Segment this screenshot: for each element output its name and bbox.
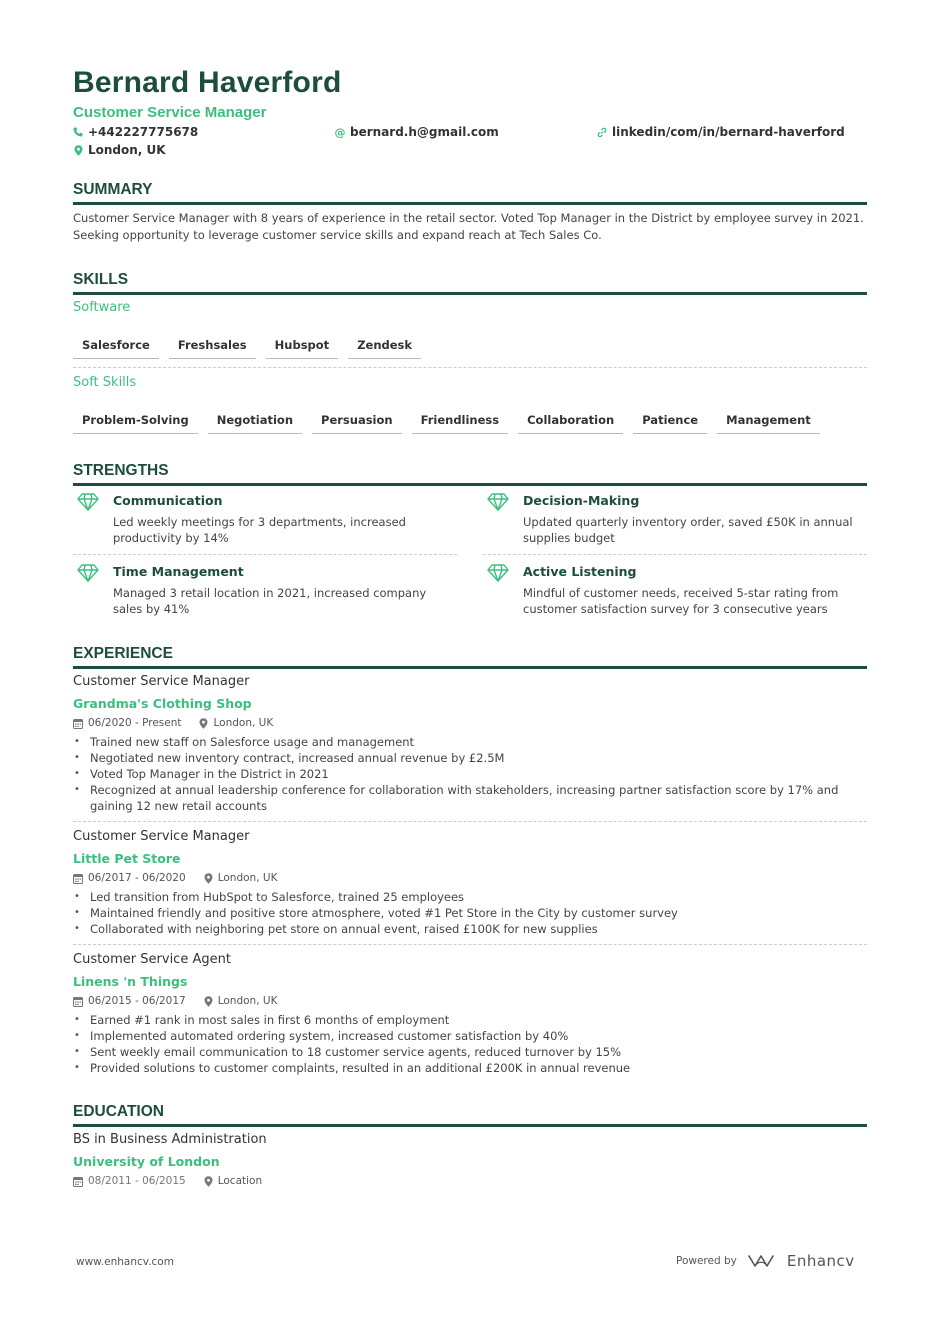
location-pin-icon: [199, 718, 208, 729]
strength-desc: Managed 3 retail location in 2021, increased company sales by 41%: [113, 586, 427, 616]
location-item: [199, 717, 273, 729]
phone-text[interactable]: +442227775678: [88, 125, 199, 139]
job-meta: [73, 872, 295, 884]
summary-line-1: Customer Service Manager with 8 years of experience in the retail sector. Voted Top Manager in the District by employee survey in 2021.: [73, 211, 864, 225]
email-text[interactable]: bernard.h@gmail.com: [350, 125, 499, 139]
company-name: Little Pet Store: [73, 851, 181, 866]
degree-title: BS in Business Administration: [73, 1132, 267, 1147]
list-item: • Sent weekly email communication to 18 customer service agents, reduced turnover by 15%: [73, 1044, 867, 1060]
job-bullets: [73, 734, 867, 814]
company-name: Linens 'n Things: [73, 974, 188, 989]
strength-desc: Updated quarterly inventory order, saved £50K in annual supplies budget: [523, 515, 853, 545]
education-dates: 08/2011 - 06/2015: [88, 1175, 186, 1187]
location-pin-icon: [204, 873, 213, 884]
skill-tag: Problem-Solving: [73, 413, 198, 434]
location-item: [204, 872, 278, 884]
divider: [73, 367, 867, 368]
education-heading: EDUCATION: [73, 1103, 867, 1127]
enhancv-brand[interactable]: Enhancv: [786, 1252, 855, 1270]
list-item: • Maintained friendly and positive store atmosphere, voted #1 Pet Store in the City by customer survey: [73, 905, 867, 921]
strength-desc: Led weekly meetings for 3 departments, increased productivity by 14%: [113, 515, 406, 545]
divider: [73, 821, 867, 822]
job-title: Customer Service Manager: [73, 829, 250, 844]
skill-tag: Negotiation: [208, 413, 302, 434]
education-meta: [73, 1175, 280, 1187]
list-item: • Implemented automated ordering system, increased customer satisfaction by 40%: [73, 1028, 867, 1044]
job-location: London, UK: [213, 717, 274, 729]
location-pin-icon: [73, 145, 83, 156]
skill-tag: Patience: [633, 413, 707, 434]
contact-phone: [73, 125, 198, 139]
experience-heading: EXPERIENCE: [73, 645, 867, 669]
date-item: [73, 717, 181, 729]
calendar-icon: [73, 873, 83, 884]
skills-group-soft: [73, 413, 820, 434]
divider: [483, 554, 867, 555]
contact-location: [73, 143, 166, 157]
job-location: London, UK: [217, 995, 278, 1007]
list-item: • Negotiated new inventory contract, increased annual revenue by £2.5M: [73, 750, 867, 766]
location-pin-icon: [204, 1176, 213, 1187]
list-item: • Trained new staff on Salesforce usage and management: [73, 734, 867, 750]
list-item: • Collaborated with neighboring pet store on annual event, raised £100K for new supplies: [73, 921, 867, 937]
date-item: [73, 1175, 186, 1187]
strength-title: Communication: [113, 493, 223, 508]
diamond-icon: [77, 493, 99, 511]
list-item: • Voted Top Manager in the District in 2021: [73, 766, 867, 782]
company-name: Grandma's Clothing Shop: [73, 696, 252, 711]
skills-group-soft-label: Soft Skills: [73, 375, 137, 390]
skill-tag: Management: [717, 413, 820, 434]
education-location: Location: [217, 1175, 263, 1187]
contact-email: [335, 125, 499, 139]
skill-tag: Zendesk: [348, 338, 421, 359]
job-meta: [73, 717, 291, 729]
powered-by-label: Powered by: [676, 1255, 737, 1267]
calendar-icon: [73, 1176, 83, 1187]
skills-group-software: [73, 338, 421, 359]
date-item: [73, 995, 186, 1007]
strength-desc: Mindful of customer needs, received 5-star rating from customer satisfaction survey for 3 consecutive years: [523, 586, 839, 616]
phone-icon: [73, 127, 83, 137]
skill-tag: Salesforce: [73, 338, 159, 359]
job-dates: 06/2020 - Present: [88, 717, 182, 729]
divider: [73, 944, 867, 945]
job-dates: 06/2017 - 06/2020: [88, 872, 186, 884]
list-item: • Earned #1 rank in most sales in first 6 months of employment: [73, 1012, 867, 1028]
summary-heading: SUMMARY: [73, 181, 867, 205]
job-bullets: [73, 889, 867, 937]
footer-website[interactable]: www.enhancv.com: [76, 1256, 174, 1268]
date-item: [73, 872, 186, 884]
candidate-name: Bernard Haverford: [73, 66, 342, 99]
job-location: London, UK: [217, 872, 278, 884]
candidate-title: Customer Service Manager: [73, 104, 267, 121]
skill-tag: Hubspot: [266, 338, 339, 359]
job-bullets: [73, 1012, 867, 1076]
footer-branding: [676, 1252, 855, 1270]
skill-tag: Freshsales: [169, 338, 256, 359]
calendar-icon: [73, 996, 83, 1007]
enhancv-logo-icon: [747, 1253, 777, 1269]
summary-line-2: Seeking opportunity to leverage customer service skills and expand reach at Tech Sales Co.: [73, 228, 602, 242]
at-icon: @: [334, 125, 346, 139]
skills-group-software-label: Software: [73, 300, 131, 315]
location-pin-icon: [204, 996, 213, 1007]
list-item: • Recognized at annual leadership conference for collaboration with stakeholders, increasing partner satisfaction score by 17% and gaining 12 new retail accounts: [73, 782, 867, 814]
diamond-icon: [77, 564, 99, 582]
location-text: London, UK: [88, 143, 166, 157]
link-icon: [597, 127, 607, 138]
strengths-heading: STRENGTHS: [73, 462, 867, 486]
calendar-icon: [73, 718, 83, 729]
job-title: Customer Service Agent: [73, 952, 231, 967]
summary-text: [73, 210, 867, 244]
contact-linkedin: [597, 125, 845, 139]
strength-title: Active Listening: [523, 564, 637, 579]
location-item: [204, 995, 278, 1007]
skill-tag: Collaboration: [518, 413, 623, 434]
skill-tag: Friendliness: [412, 413, 509, 434]
job-meta: [73, 995, 295, 1007]
linkedin-text[interactable]: linkedin/com/in/bernard-haverford: [612, 125, 845, 139]
strength-title: Time Management: [113, 564, 244, 579]
school-name: University of London: [73, 1154, 220, 1169]
divider: [73, 554, 457, 555]
job-dates: 06/2015 - 06/2017: [88, 995, 186, 1007]
skill-tag: Persuasion: [312, 413, 402, 434]
location-item: [204, 1175, 262, 1187]
list-item: • Provided solutions to customer complaints, resulted in an additional £200K in annual revenue: [73, 1060, 867, 1076]
diamond-icon: [487, 564, 509, 582]
diamond-icon: [487, 493, 509, 511]
job-title: Customer Service Manager: [73, 674, 250, 689]
strength-title: Decision-Making: [523, 493, 640, 508]
skills-heading: SKILLS: [73, 271, 867, 295]
list-item: • Led transition from HubSpot to Salesforce, trained 25 employees: [73, 889, 867, 905]
